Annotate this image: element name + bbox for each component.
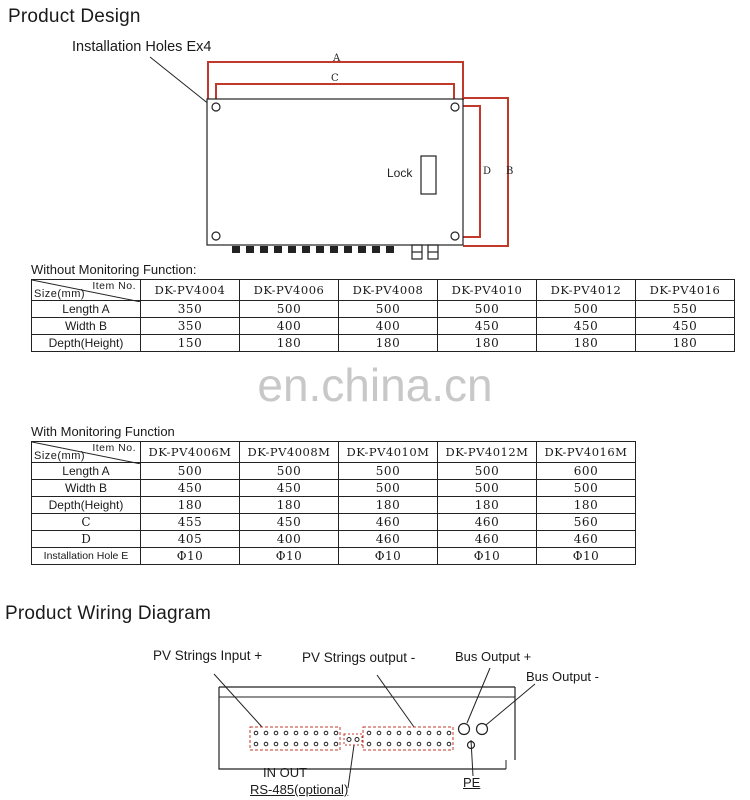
- table-header-row: [32, 442, 636, 463]
- table-cell: 500: [339, 301, 438, 318]
- model-header: DK-PV4004: [141, 280, 240, 301]
- table-cell: Φ10: [339, 548, 438, 565]
- dimension-d-line: [463, 106, 480, 237]
- table-cell: 400: [339, 318, 438, 335]
- table-row: [32, 497, 636, 514]
- table-cell: 405: [141, 531, 240, 548]
- bus-output-plus-terminal: [459, 724, 470, 735]
- table-cell: 450: [240, 514, 339, 531]
- item-no-label: Item No.: [92, 442, 136, 454]
- model-header: DK-PV4012M: [438, 442, 537, 463]
- pv-strings-input-label: PV Strings Input +: [153, 648, 263, 663]
- rs485-out-icon: [355, 738, 359, 742]
- table-cell: 460: [339, 514, 438, 531]
- model-header: DK-PV4016: [636, 280, 735, 301]
- table-row: [32, 480, 636, 497]
- table-cell: 350: [141, 301, 240, 318]
- table-cell: 600: [537, 463, 636, 480]
- spec-table-with-monitoring: [31, 441, 636, 565]
- table-cell: 180: [438, 335, 537, 352]
- table-cell: 500: [537, 301, 636, 318]
- table-cell: 460: [339, 531, 438, 548]
- pe-label: PE: [463, 775, 481, 790]
- model-header: DK-PV4006: [240, 280, 339, 301]
- size-mm-label: Size(mm): [34, 288, 86, 300]
- size-mm-label: Size(mm): [34, 450, 86, 462]
- table-cell: 450: [240, 480, 339, 497]
- table-cell: Φ10: [141, 548, 240, 565]
- table-cell: 180: [636, 335, 735, 352]
- table-row: [32, 514, 636, 531]
- table-cell: 450: [438, 318, 537, 335]
- lock-icon: [421, 156, 436, 194]
- rs485-in-icon: [347, 738, 351, 742]
- in-out-label: IN OUT: [263, 765, 308, 780]
- row-label: D: [32, 531, 141, 548]
- table-header-row: [32, 280, 735, 301]
- watermark-text: en.china.cn: [257, 359, 493, 411]
- bus-output-plus-label: Bus Output +: [455, 649, 532, 664]
- table-cell: 460: [438, 531, 537, 548]
- table-cell: 400: [240, 531, 339, 548]
- table-cell: Φ10: [438, 548, 537, 565]
- table-cell: 150: [141, 335, 240, 352]
- model-header: DK-PV4012: [537, 280, 636, 301]
- wiring-diagram: [0, 660, 750, 800]
- dimension-c-line: [216, 84, 454, 100]
- installation-holes-label: Installation Holes Ex4: [72, 39, 212, 55]
- row-label: C: [32, 514, 141, 531]
- enclosure-drawing: [0, 0, 750, 270]
- row-label: Depth(Height): [32, 335, 141, 352]
- terminal-dot-icons: [254, 731, 451, 746]
- rs485-label: RS-485(optional): [250, 782, 349, 797]
- table-cell: 460: [438, 514, 537, 531]
- item-no-label: Item No.: [92, 280, 136, 292]
- table-row: [32, 335, 735, 352]
- model-header: DK-PV4008M: [240, 442, 339, 463]
- table-cell: 450: [141, 480, 240, 497]
- table-cell: 500: [240, 463, 339, 480]
- product-design-title: Product Design: [8, 6, 141, 27]
- table2-caption: With Monitoring Function: [31, 424, 175, 439]
- table-cell: 180: [141, 497, 240, 514]
- table-row: [32, 463, 636, 480]
- dimension-b-label: B: [506, 166, 514, 177]
- table-cell: 350: [141, 318, 240, 335]
- table-cell: 400: [240, 318, 339, 335]
- table-row: [32, 301, 735, 318]
- table-cell: 180: [537, 497, 636, 514]
- pv-input-terminal-block: [250, 727, 340, 750]
- row-label: Depth(Height): [32, 497, 141, 514]
- table-cell: 500: [141, 463, 240, 480]
- output-gland-icons: [412, 245, 438, 259]
- table-cell: 180: [339, 335, 438, 352]
- table-cell: 180: [240, 497, 339, 514]
- table-cell: 180: [537, 335, 636, 352]
- wiring-diagram-title: Product Wiring Diagram: [5, 603, 212, 624]
- table-cell: 180: [339, 497, 438, 514]
- pv-strings-output-label: PV Strings output -: [302, 650, 416, 665]
- table-cell: 550: [636, 301, 735, 318]
- table-cell: 180: [240, 335, 339, 352]
- model-header: DK-PV4010: [438, 280, 537, 301]
- table-corner-cell: [32, 280, 141, 301]
- table-cell: 500: [438, 480, 537, 497]
- table-cell: 500: [339, 480, 438, 497]
- table-cell: 500: [438, 463, 537, 480]
- table1-caption: Without Monitoring Function:: [31, 262, 197, 277]
- row-label: Width B: [32, 318, 141, 335]
- table-cell: Φ10: [537, 548, 636, 565]
- dimension-d-label: D: [483, 166, 492, 177]
- table-cell: 455: [141, 514, 240, 531]
- table-row: [32, 548, 636, 565]
- table-cell: 450: [636, 318, 735, 335]
- lock-label: Lock: [387, 166, 413, 180]
- model-header: DK-PV4006M: [141, 442, 240, 463]
- cable-gland-icons: [232, 246, 394, 253]
- table-row: [32, 531, 636, 548]
- dimension-a-label: A: [333, 53, 341, 64]
- dimension-c-label: C: [331, 73, 339, 84]
- table-cell: 500: [438, 301, 537, 318]
- table-corner-cell: [32, 442, 141, 463]
- model-header: DK-PV4010M: [339, 442, 438, 463]
- table-cell: 180: [438, 497, 537, 514]
- table-cell: 460: [537, 531, 636, 548]
- spec-table-without-monitoring: [31, 279, 735, 352]
- row-label: Installation Hole E: [32, 548, 141, 565]
- model-header: DK-PV4008: [339, 280, 438, 301]
- row-label: Length A: [32, 463, 141, 480]
- pv-output-terminal-block: [363, 727, 453, 750]
- row-label: Length A: [32, 301, 141, 318]
- bus-output-minus-label: Bus Output -: [526, 669, 599, 684]
- table-cell: 450: [537, 318, 636, 335]
- table-cell: 500: [240, 301, 339, 318]
- model-header: DK-PV4016M: [537, 442, 636, 463]
- table-row: [32, 318, 735, 335]
- table-cell: 500: [339, 463, 438, 480]
- row-label: Width B: [32, 480, 141, 497]
- table-cell: 560: [537, 514, 636, 531]
- bus-output-minus-terminal: [477, 724, 488, 735]
- table-cell: Φ10: [240, 548, 339, 565]
- table-cell: 500: [537, 480, 636, 497]
